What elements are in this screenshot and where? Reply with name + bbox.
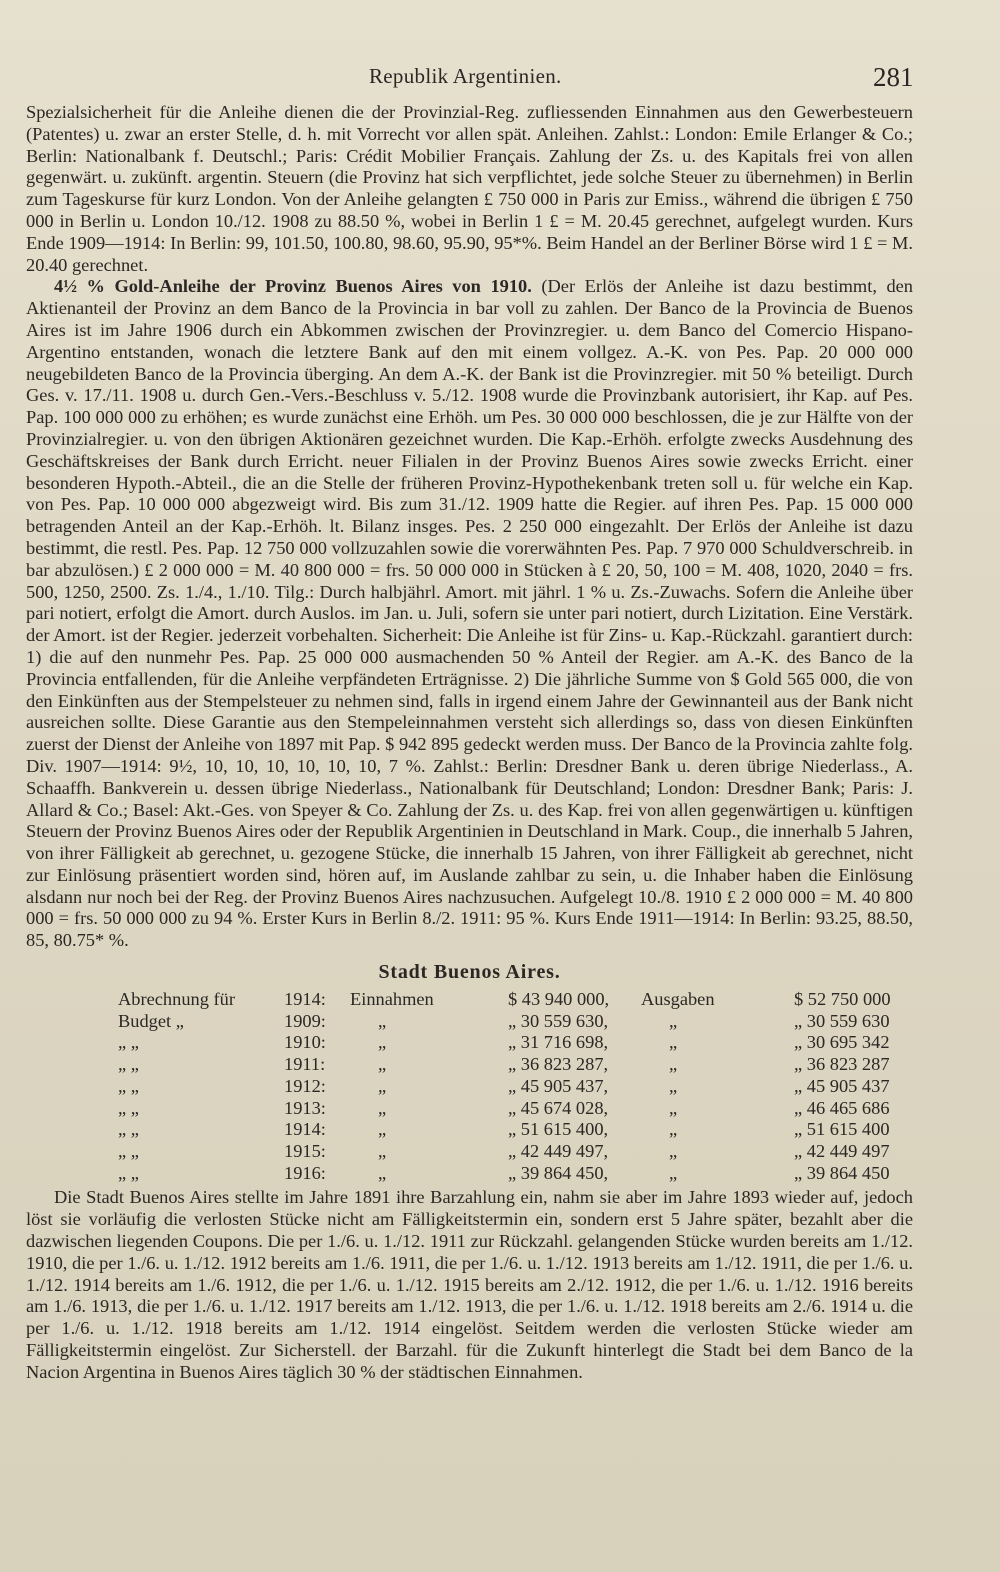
budget-cell-expense-value: „ 39 864 450 <box>794 1162 890 1183</box>
budget-cell-income-value: „ 45 674 028, <box>508 1097 609 1118</box>
page-number: 281 <box>873 62 914 92</box>
paragraph-security-terms: Spezialsicherheit für die Anleihe dienen die der Provinzial-Reg. zufliessenden Einnahmen aus den Gewerbesteuern (Patentes) u. zwar an erster Stelle, d. h. mit Vorrecht vor allen spät. Anleihen. Zahlst.: London: Emile Erlanger & Co.; Berlin: Nationalbank f. Deutschl.; Paris: Crédit Mobilier Français. Zahlung der Zs. u. des Kapitals frei von allen gegenwärt. u. zukünft. argentin. Steuern (die Provinz hat sich verpflichtet, jede solche Steuer zu übernehmen) in Berlin zum Tageskurse für kurz London. Von der Anleihe gelangten £ 750 000 in Paris zur Emiss., während die übrigen £ 750 000 in Berlin u. London 10./12. 1908 zu 88.50 %, wobei in Berlin 1 £ = M. 20.45 gerechnet, aufgelegt wurden. Kurs Ende 1909—1914: In Berlin: 99, 101.50, 100.80, 98.60, 95.90, 95*%. Beim Handel an der Berliner Börse wird 1 £ = M. 20.40 gerechnet. <box>26 102 913 275</box>
budget-row <box>118 1054 904 1076</box>
budget-cell-row-year: 1913: <box>284 1097 326 1118</box>
budget-cell-income-label: „ <box>378 1119 387 1140</box>
budget-cell-row-label: „ „ <box>118 1162 139 1183</box>
budget-cell-expense-label: Ausgaben <box>641 989 715 1010</box>
budget-cell-expense-value: „ 51 615 400 <box>794 1119 890 1140</box>
budget-row <box>118 1119 904 1141</box>
budget-cell-expense-value: „ 46 465 686 <box>794 1097 890 1118</box>
budget-row <box>118 1032 904 1054</box>
budget-cell-income-value: „ 31 716 698, <box>508 1032 609 1053</box>
budget-cell-income-value: „ 36 823 287, <box>508 1054 609 1075</box>
running-head: Republik Argentinien. <box>369 64 562 88</box>
budget-cell-expense-label: „ <box>669 1119 678 1140</box>
budget-cell-row-year: 1914: <box>284 1119 326 1140</box>
budget-cell-income-label: „ <box>378 1097 387 1118</box>
budget-cell-row-label: „ „ <box>118 1032 139 1053</box>
loan-heading: 4½ % Gold-Anleihe der Provinz Buenos Aires von 1910. <box>54 276 532 297</box>
budget-cell-income-value: „ 39 864 450, <box>508 1162 609 1183</box>
page-header <box>0 60 1000 94</box>
budget-cell-row-label: „ „ <box>118 1119 139 1140</box>
budget-cell-income-label: „ <box>378 1032 387 1053</box>
paragraph-gold-loan-1910 <box>26 276 913 952</box>
budget-row <box>118 1076 904 1098</box>
budget-cell-expense-label: „ <box>669 1162 678 1183</box>
budget-cell-expense-label: „ <box>669 1075 678 1096</box>
budget-table <box>118 989 904 1184</box>
budget-cell-row-label: Budget „ <box>118 1010 184 1031</box>
budget-row <box>118 1098 904 1120</box>
budget-cell-row-label: „ „ <box>118 1075 139 1096</box>
budget-cell-expense-value: „ 36 823 287 <box>794 1054 890 1075</box>
budget-cell-row-year: 1916: <box>284 1162 326 1183</box>
budget-cell-expense-label: „ <box>669 1097 678 1118</box>
budget-row <box>118 989 904 1011</box>
budget-cell-expense-label: „ <box>669 1141 678 1161</box>
budget-cell-expense-value: „ 30 695 342 <box>794 1032 890 1053</box>
budget-cell-income-value: „ 45 905 437, <box>508 1075 609 1096</box>
budget-cell-expense-value: „ 30 559 630 <box>794 1010 890 1031</box>
budget-cell-income-label: Einnahmen <box>350 989 434 1010</box>
budget-cell-income-value: „ 42 449 497, <box>508 1141 609 1161</box>
budget-cell-income-label: „ <box>378 1141 387 1161</box>
budget-cell-income-label: „ <box>378 1054 387 1075</box>
budget-cell-row-year: 1912: <box>284 1075 326 1096</box>
budget-cell-expense-label: „ <box>669 1054 678 1075</box>
budget-cell-income-value: „ 30 559 630, <box>508 1010 609 1031</box>
budget-table-body <box>118 989 904 1184</box>
budget-cell-row-year: 1911: <box>284 1054 326 1075</box>
budget-cell-row-year: 1910: <box>284 1032 326 1053</box>
budget-cell-row-label: „ „ <box>118 1054 139 1075</box>
budget-cell-income-label: „ <box>378 1162 387 1183</box>
budget-cell-income-label: „ <box>378 1010 387 1031</box>
budget-cell-row-label: „ „ <box>118 1097 139 1118</box>
loan-details: (Der Erlös der Anleihe ist dazu bestimmt, den Aktienanteil der Provinz an dem Banco de la Provincia in bar voll zu zahlen. Der Banco de la Provincia de Buenos Aires ist im Jahre 1906 durch ein Abkommen zwischen der Provinzregier. u. dem Banco del Comercio Hispano-Argentino entstanden, wonach die letztere Bank auf den mit einem vollgez. A.-K. von Pes. Pap. 20 000 000 neugebildeten Banco de la Provincia überging. An dem A.-K. der Bank ist die Provinzregier. mit 50 % beteiligt. Durch Ges. v. 17./11. 1908 u. durch Gen.-Vers.-Beschluss v. 5./12. 1908 wurde die Provinzbank autorisiert, ihr Kap. auf Pes. Pap. 100 000 000 zu erhöhen; es wurde zunächst eine Erhöh. um Pes. 30 000 000 beschlossen, die je zur Hälfte von der Provinzialregier. u. von den übrigen Aktionären gezeichnet wurden. Die Kap.-Erhöh. erfolgte zwecks Ausdehnung des Geschäftskreises der Bank durch Erricht. neuer Filialen in der Provinz Buenos Aires sowie zwecks Erricht. einer besonderen Hypoth.-Abteil., die an die Stelle der früheren Provinz-Hypothekenbank treten soll u. für welche ein Kap. von Pes. Pap. 10 000 000 abgezweigt wird. Bis zum 31./12. 1909 hatte die Regier. auf ihren Pes. Pap. 15 000 000 betragenden Anteil an der Kap.-Erhöh. lt. Bilanz insges. Pes. 2 250 000 eingezahlt. Der Erlös der Anleihe ist dazu bestimmt, die restl. Pes. Pap. 12 750 000 vollzuzahlen sowie die vorerwähnten Pes. Pap. 7 970 000 Schuldverschreib. in bar abzulösen.) £ 2 000 000 = M. 40 800 000 = frs. 50 000 000 in Stücken à £ 20, 50, 100 = M. 408, 1020, 2040 = frs. 500, 1250, 2500. Zs. 1./4., 1./10. Tilg.: Durch halbjährl. Amort. mit jährl. 1 % u. Zs.-Zuwachs. Sofern die Anleihe über pari notiert, erfolgt die Amort. durch Auslos. im Jan. u. Juli, sofern sie unter pari notiert, durch Lizitation. Eine Verstärk. der Amort. ist der Regier. jederzeit vorbehalten. Sicherheit: Die Anleihe ist für Zins- u. Kap.-Rückzahl. garantiert durch: 1) die auf den nunmehr Pes. Pap. 25 000 000 ausmachenden 50 % Anteil der Regier. am A.-K. des Banco de la Provincia entfallenden, für die Anleihe verpfändeten Erträgnisse. 2) Die jährliche Summe von $ Gold 565 000, die von den Einkünften aus der Stempelsteuer zu nehmen sind, falls in irgend einem Jahre der Gewinnanteil aus der Bank nicht ausreichen sollte. Diese Garantie aus den Stempeleinnahmen versteht sich allerdings so, dass von diesen Einkünften zuerst der Dienst der Anleihe von 1897 mit Pap. $ 942 895 gedeckt werden muss. Der Banco de la Provincia zahlte folg. Div. 1907—1914: 9½, 10, 10, 10, 10, 10, 10, 7 %. Zahlst.: Berlin: Dresdner Bank u. deren übrige Niederlass., A. Schaaffh. Bankverein u. dessen übrige Niederlass., Nationalbank für Deutschland; London: Dresdner Bank; Paris: J. Allard & Co.; Basel: Akt.-Ges. von Speyer & Co. Zahlung der Zs. u. des Kap. frei von allen gegenwärtigen u. künftigen Steuern der Provinz Buenos Aires oder der Republik Argentinien in Deutschland in Mark. Coup., die innerhalb 5 Jahren, von ihrer Fälligkeit ab gerechnet, u. gezogene Stücke, die innerhalb 15 Jahren, von ihrer Fälligkeit ab gerechnet, nicht zur Einlösung präsentiert worden sind, hören auf, im Auslande zahlbar zu sein, u. die Inhaber haben die Einlösung alsdann nur noch bei der Reg. der Provinz Buenos Aires nachzusuchen. Aufgelegt 10./8. 1910 £ 2 000 000 = M. 40 800 000 = frs. 50 000 000 zu 94 %. Erster Kurs in Berlin 8./2. 1911: 95 %. Kurs Ende 1911—1914: In Berlin: 93.25, 88.50, 85, 80.75* %. <box>26 276 913 951</box>
budget-cell-expense-value: „ 45 905 437 <box>794 1075 890 1096</box>
budget-cell-income-value: $ 43 940 000, <box>508 989 610 1010</box>
paragraph-city-payments: Die Stadt Buenos Aires stellte im Jahre 1891 ihre Barzahlung ein, nahm sie aber im Jahre 1893 wieder auf, jedoch löst sie vorläufig die verlosten Stücke nicht am Fälligkeitstermin ein, sondern erst 5 Jahre später, bezahlt aber die dazwischen liegenden Coupons. Die per 1./6. u. 1./12. 1911 zur Rückzahl. gelangenden Stücke wurden bereits am 1./12. 1910, die per 1./6. u. 1./12. 1912 bereits am 1./6. 1911, die per 1./6. u. 1./12. 1913 bereits am 1./12. 1911, die per 1./6. u. 1./12. 1914 bereits am 1./6. 1912, die per 1./6. u. 1./12. 1915 bereits am 2./12. 1912, die per 1./6. u. 1./12. 1916 bereits am 1./6. 1913, die per 1./6. u. 1./12. 1917 bereits am 1./12. 1913, die per 1./6. u. 1./12. 1918 bereits am 2./6. 1914 u. die per 1./6. u. 1./12. 1918 bereits am 1./12. 1914 eingelöst. Seitdem werden die verlosten Stücke wieder am Fälligkeitstermin eingelöst. Zur Sicherstell. der Barzahl. für die Zukunft hinterlegt die Stadt bei dem Banco de la Nacion Argentina in Buenos Aires täglich 30 % der städtischen Einnahmen. <box>26 1187 913 1382</box>
budget-cell-row-year: 1909: <box>284 1010 326 1031</box>
budget-row <box>118 1163 904 1185</box>
section-title: Stadt Buenos Aires. <box>378 961 561 984</box>
budget-cell-row-label: „ „ <box>118 1141 139 1161</box>
budget-cell-income-value: „ 51 615 400, <box>508 1119 609 1140</box>
budget-cell-row-label: Abrechnung für <box>118 989 235 1010</box>
budget-cell-row-year: 1915: <box>284 1141 326 1161</box>
body-text <box>26 102 913 1384</box>
budget-cell-income-label: „ <box>378 1075 387 1096</box>
budget-row <box>118 1011 904 1033</box>
budget-cell-expense-value: $ 52 750 000 <box>794 989 891 1010</box>
budget-row <box>118 1141 904 1163</box>
budget-cell-row-year: 1914: <box>284 989 326 1010</box>
budget-cell-expense-label: „ <box>669 1032 678 1053</box>
budget-cell-expense-value: „ 42 449 497 <box>794 1141 890 1161</box>
budget-cell-expense-label: „ <box>669 1010 678 1031</box>
